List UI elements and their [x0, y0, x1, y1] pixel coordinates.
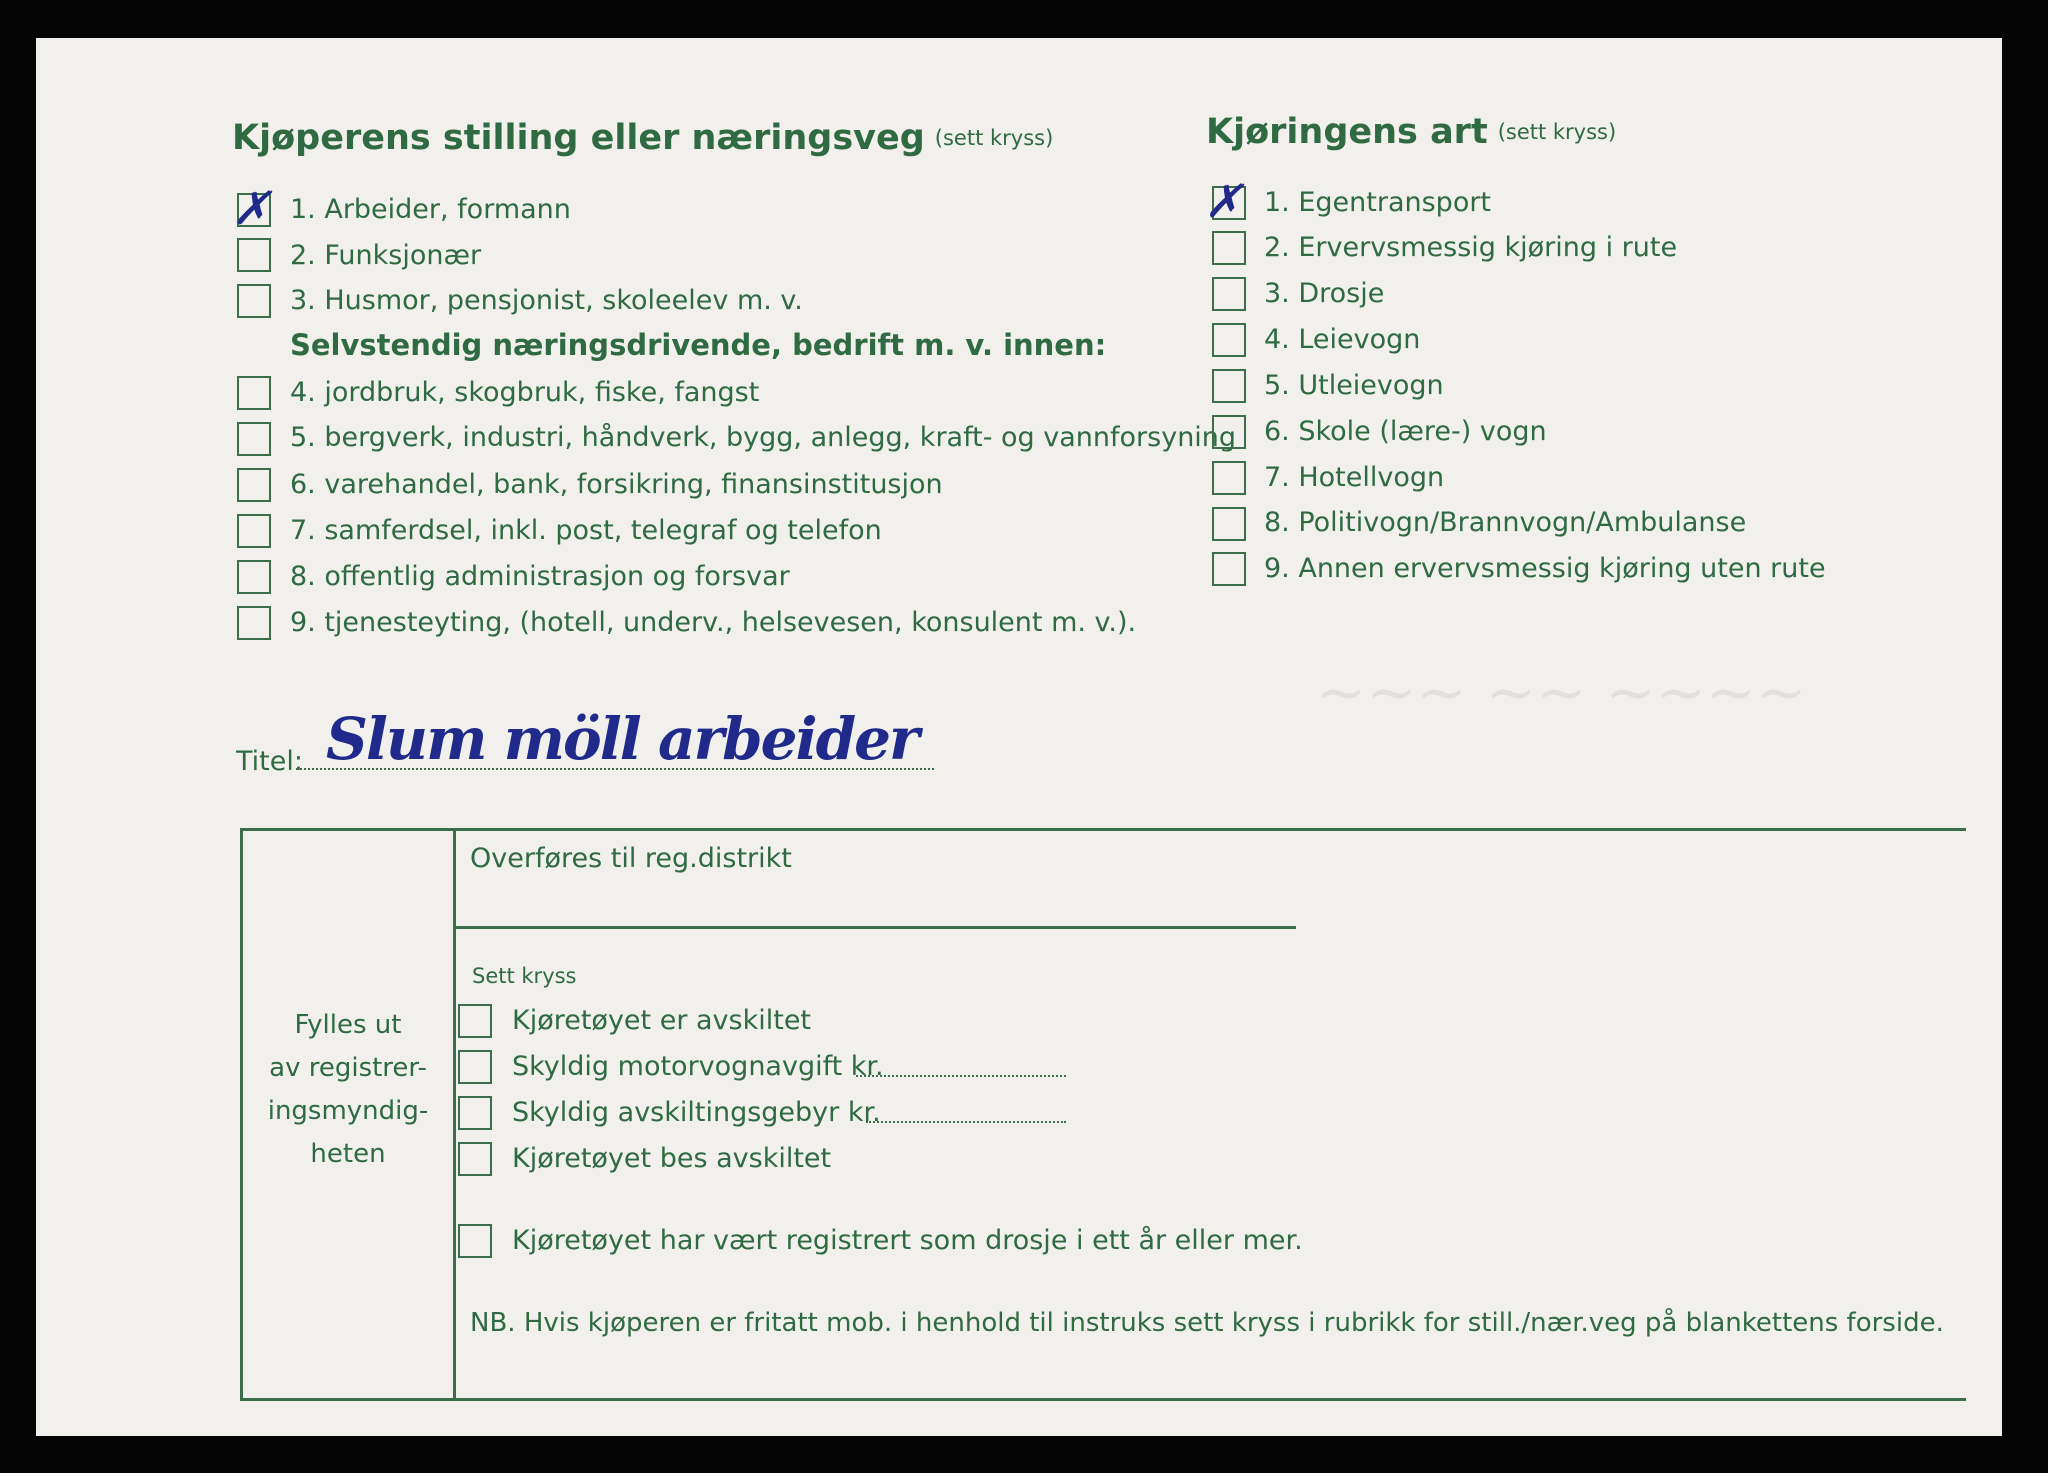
self-employed-subheading: Selvstendig næringsdrivende, bedrift m. v. innen: [290, 328, 1107, 362]
side-label-line-4: heten [310, 1139, 386, 1169]
checkbox-business-8[interactable] [237, 560, 271, 594]
business-4-label: 4. jordbruk, skogbruk, fiske, fangst [290, 377, 760, 408]
business-8-label: 8. offentlig administrasjon og forsvar [290, 561, 790, 592]
deregistered-label: Kjøretøyet er avskiltet [512, 1005, 812, 1036]
checkbox-business-6[interactable] [237, 468, 271, 502]
transfer-district-label: Overføres til reg.distrikt [470, 843, 792, 874]
exemption-note: NB. Hvis kjøperen er fritatt mob. i henhold til instruks sett kryss i rubrikk for still./nær.veg på blankettens forside. [470, 1308, 1944, 1338]
request-deregistration-label: Kjøretøyet bes avskiltet [512, 1143, 832, 1174]
title-handwritten-value[interactable]: Slum möll arbeider [326, 705, 918, 773]
motor-tax-label: Skyldig motorvognavgift kr. [512, 1051, 884, 1082]
checkbox-driving-8[interactable] [1212, 507, 1246, 541]
checkbox-driving-4[interactable] [1212, 323, 1246, 357]
checkbox-occupation-2[interactable] [237, 238, 271, 272]
deregistration-fee-dotted-line[interactable] [866, 1121, 1066, 1123]
business-9-label: 9. tjenesteyting, (hotell, underv., helsevesen, konsulent m. v.). [290, 607, 1137, 638]
checkbox-deregistration-fee[interactable] [458, 1096, 492, 1130]
checkbox-motor-tax[interactable] [458, 1050, 492, 1084]
transfer-district-line[interactable] [456, 926, 1296, 929]
checkbox-driving-3[interactable] [1212, 277, 1246, 311]
sett-kryss-label: Sett kryss [472, 964, 577, 988]
taxi-one-year-label: Kjøretøyet har vært registrert som drosje i ett år eller mer. [512, 1225, 1303, 1256]
side-label-line-2: av registrer- [269, 1053, 427, 1083]
buyer-occupation-heading-note: (sett kryss) [934, 126, 1054, 150]
occupation-2-label: 2. Funksjonær [290, 240, 482, 271]
registration-side-label [243, 1004, 453, 1176]
driving-type-heading-note: (sett kryss) [1497, 120, 1617, 144]
checkbox-driving-1[interactable] [1212, 186, 1246, 220]
checkbox-taxi-one-year[interactable] [458, 1224, 492, 1258]
business-6-label: 6. varehandel, bank, forsikring, finansinstitusjon [290, 469, 943, 500]
buyer-occupation-heading-text: Kjøperens stilling eller næringsveg [232, 118, 925, 158]
check-mark-occupation-1: ✗ [232, 181, 271, 235]
checkbox-business-9[interactable] [237, 606, 271, 640]
bleed-through-decoration: ~~~ ~~ ~~~~ [1316, 658, 1807, 728]
driving-5-label: 5. Utleievogn [1264, 370, 1444, 401]
business-5-label: 5. bergverk, industri, håndverk, bygg, anlegg, kraft- og vannforsyning [290, 422, 1237, 453]
checkbox-business-7[interactable] [237, 514, 271, 548]
checkbox-deregistered[interactable] [458, 1004, 492, 1038]
driving-type-heading [1206, 112, 1616, 152]
checkbox-driving-5[interactable] [1212, 369, 1246, 403]
checkbox-occupation-3[interactable] [237, 284, 271, 318]
checkbox-driving-9[interactable] [1212, 552, 1246, 586]
title-label: Titel: [236, 746, 303, 777]
motor-tax-dotted-line[interactable] [856, 1075, 1066, 1077]
driving-type-heading-text: Kjøringens art [1206, 112, 1488, 152]
side-label-line-1: Fylles ut [294, 1010, 402, 1040]
checkbox-request-deregistration[interactable] [458, 1142, 492, 1176]
driving-2-label: 2. Ervervsmessig kjøring i rute [1264, 232, 1678, 263]
check-mark-driving-1: ✗ [1204, 174, 1243, 228]
checkbox-driving-2[interactable] [1212, 231, 1246, 265]
business-7-label: 7. samferdsel, inkl. post, telegraf og telefon [290, 515, 882, 546]
driving-7-label: 7. Hotellvogn [1264, 462, 1445, 493]
buyer-occupation-heading [232, 118, 1053, 158]
registration-top-border [240, 828, 1966, 831]
deregistration-fee-label: Skyldig avskiltingsgebyr kr. [512, 1097, 881, 1128]
driving-1-label: 1. Egentransport [1264, 187, 1492, 218]
registration-column-divider [453, 828, 456, 1401]
driving-3-label: 3. Drosje [1264, 278, 1385, 309]
registration-bottom-border [240, 1398, 1966, 1401]
occupation-3-label: 3. Husmor, pensjonist, skoleelev m. v. [290, 285, 803, 316]
side-label-line-3: ingsmyndig- [267, 1096, 429, 1126]
checkbox-business-5[interactable] [237, 422, 271, 456]
checkbox-occupation-1[interactable] [237, 193, 271, 227]
driving-9-label: 9. Annen ervervsmessig kjøring uten rute [1264, 553, 1826, 584]
driving-6-label: 6. Skole (lære-) vogn [1264, 416, 1547, 447]
form-page [36, 38, 2002, 1436]
occupation-1-label: 1. Arbeider, formann [290, 194, 571, 225]
driving-8-label: 8. Politivogn/Brannvogn/Ambulanse [1264, 507, 1747, 538]
checkbox-driving-7[interactable] [1212, 461, 1246, 495]
driving-4-label: 4. Leievogn [1264, 324, 1421, 355]
checkbox-driving-6[interactable] [1212, 415, 1246, 449]
checkbox-business-4[interactable] [237, 376, 271, 410]
